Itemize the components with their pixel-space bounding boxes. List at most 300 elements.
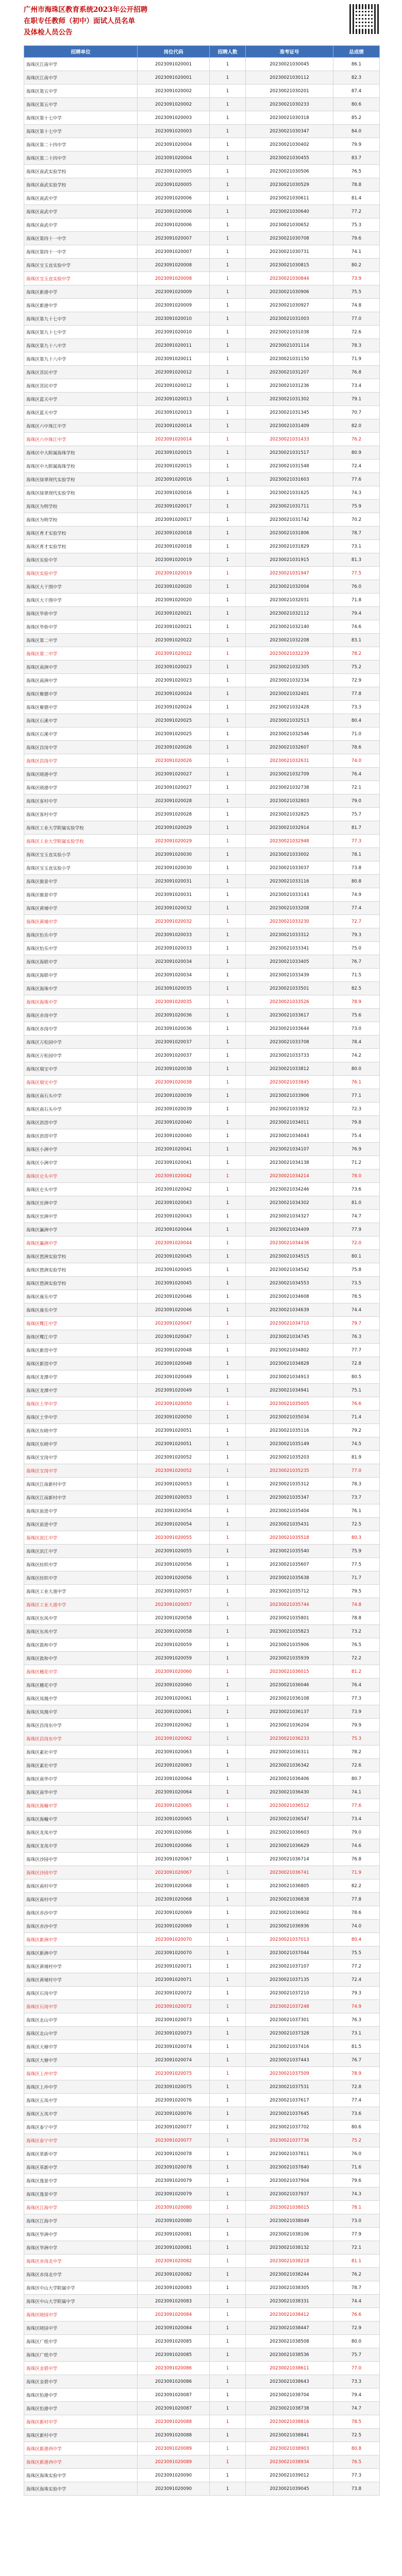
cell-score: 81.0 xyxy=(333,1196,380,1210)
cell-unit: 海珠区菩民中学 xyxy=(24,366,138,379)
cell-unit: 海珠区蓝天中学 xyxy=(24,406,138,419)
table-header-row xyxy=(24,46,380,58)
cell-unit: 海珠区晓园中学 xyxy=(24,2321,138,2335)
cell-id: 20230021036204 xyxy=(246,1719,333,1732)
cell-count: 1 xyxy=(210,1571,246,1585)
cell-score: 77.3 xyxy=(333,835,380,848)
cell-score: 73.3 xyxy=(333,701,380,714)
cell-count: 1 xyxy=(210,1585,246,1598)
cell-code: 2023091020023 xyxy=(138,674,210,687)
table-row xyxy=(24,1076,380,1089)
table-row xyxy=(24,1424,380,1437)
table-row xyxy=(24,1732,380,1745)
table-row xyxy=(24,607,380,620)
table-row xyxy=(24,2214,380,2228)
table-row xyxy=(24,928,380,942)
cell-unit: 海珠区南武中学 xyxy=(24,218,138,232)
table-row xyxy=(24,1464,380,1478)
cell-code: 2023091020070 xyxy=(138,1933,210,1946)
cell-score: 80.3 xyxy=(333,1531,380,1545)
table-row xyxy=(24,2281,380,2295)
cell-id: 20230021037531 xyxy=(246,2080,333,2094)
cell-score: 83.1 xyxy=(333,634,380,647)
cell-count: 1 xyxy=(210,151,246,165)
cell-score: 77.6 xyxy=(333,1799,380,1812)
table-row xyxy=(24,1531,380,1545)
cell-unit: 海珠区中大附属海珠学校 xyxy=(24,460,138,473)
cell-id: 20230021030731 xyxy=(246,245,333,259)
cell-count: 1 xyxy=(210,1357,246,1370)
cell-count: 1 xyxy=(210,2214,246,2228)
cell-count: 1 xyxy=(210,835,246,848)
cell-id: 20230021033116 xyxy=(246,875,333,888)
cell-count: 1 xyxy=(210,1076,246,1089)
cell-code: 2023091020069 xyxy=(138,1920,210,1933)
cell-count: 1 xyxy=(210,1531,246,1545)
cell-unit: 海珠区泰宁中学 xyxy=(24,2121,138,2134)
cell-code: 2023091020008 xyxy=(138,259,210,272)
cell-unit: 海珠区土华中学 xyxy=(24,1411,138,1424)
table-row xyxy=(24,955,380,969)
cell-unit: 海珠区金碧中学 xyxy=(24,2375,138,2388)
cell-count: 1 xyxy=(210,1277,246,1290)
cell-id: 20230021032334 xyxy=(246,674,333,687)
table-row xyxy=(24,2455,380,2469)
cell-unit: 海珠区第二中学 xyxy=(24,647,138,660)
cell-code: 2023091020045 xyxy=(138,1250,210,1263)
cell-count: 1 xyxy=(210,218,246,232)
cell-id: 20230021034011 xyxy=(246,1116,333,1129)
cell-score: 77.0 xyxy=(333,2362,380,2375)
cell-count: 1 xyxy=(210,2308,246,2321)
cell-score: 78.2 xyxy=(333,647,380,660)
cell-count: 1 xyxy=(210,446,246,460)
cell-code: 2023091020044 xyxy=(138,1236,210,1250)
cell-unit: 海珠区第五中学 xyxy=(24,84,138,98)
cell-score: 79.6 xyxy=(333,232,380,245)
cell-score: 73.8 xyxy=(333,2482,380,2496)
cell-unit: 海珠区琶洲实验学校 xyxy=(24,1277,138,1290)
cell-count: 1 xyxy=(210,942,246,955)
cell-id: 20230021033312 xyxy=(246,928,333,942)
cell-count: 1 xyxy=(210,2241,246,2255)
cell-score: 76.0 xyxy=(333,2147,380,2161)
cell-count: 1 xyxy=(210,594,246,607)
cell-code: 2023091020079 xyxy=(138,2174,210,2188)
cell-count: 1 xyxy=(210,1598,246,1612)
cell-count: 1 xyxy=(210,1866,246,1879)
cell-score: 82.2 xyxy=(333,1879,380,1893)
cell-count: 1 xyxy=(210,58,246,71)
cell-id: 20230021037840 xyxy=(246,2161,333,2174)
cell-count: 1 xyxy=(210,513,246,527)
cell-code: 2023091020006 xyxy=(138,218,210,232)
cell-id: 20230021034246 xyxy=(246,1183,333,1196)
table-row xyxy=(24,2469,380,2482)
cell-unit: 海珠区黄埔村中学 xyxy=(24,1960,138,1973)
table-row xyxy=(24,1598,380,1612)
cell-count: 1 xyxy=(210,2295,246,2308)
cell-count: 1 xyxy=(210,379,246,393)
table-row xyxy=(24,339,380,352)
cell-count: 1 xyxy=(210,955,246,969)
table-row xyxy=(24,1946,380,1960)
cell-code: 2023091020054 xyxy=(138,1518,210,1531)
cell-code: 2023091020010 xyxy=(138,326,210,339)
cell-unit: 海珠区仑头中学 xyxy=(24,1183,138,1196)
cell-code: 2023091020033 xyxy=(138,942,210,955)
cell-code: 2023091020077 xyxy=(138,2121,210,2134)
cell-id: 20230021035034 xyxy=(246,1411,333,1424)
cell-score: 73.6 xyxy=(333,1183,380,1196)
cell-code: 2023091020086 xyxy=(138,2375,210,2388)
cell-unit: 海珠区北山中学 xyxy=(24,2027,138,2040)
cell-score: 77.9 xyxy=(333,2228,380,2241)
table-row xyxy=(24,1236,380,1250)
cell-id: 20230021033230 xyxy=(246,915,333,928)
table-row xyxy=(24,942,380,955)
cell-count: 1 xyxy=(210,1303,246,1317)
cell-score: 72.4 xyxy=(333,460,380,473)
cell-code: 2023091020022 xyxy=(138,634,210,647)
cell-code: 2023091020056 xyxy=(138,1558,210,1571)
cell-unit: 海珠区海联中学 xyxy=(24,969,138,982)
cell-id: 20230021033037 xyxy=(246,861,333,875)
cell-code: 2023091020069 xyxy=(138,1906,210,1920)
cell-code: 2023091020027 xyxy=(138,781,210,794)
cell-id: 20230021033906 xyxy=(246,1089,333,1103)
table-row xyxy=(24,620,380,634)
cell-score: 77.6 xyxy=(333,473,380,486)
cell-unit: 海珠区沥滘中学 xyxy=(24,1116,138,1129)
table-row xyxy=(24,2442,380,2455)
cell-unit: 海珠区石溪中学 xyxy=(24,714,138,727)
table-row xyxy=(24,1156,380,1170)
table-row xyxy=(24,460,380,473)
cell-score: 79.0 xyxy=(333,1826,380,1839)
cell-id: 20230021034639 xyxy=(246,1303,333,1317)
cell-score: 78.7 xyxy=(333,2281,380,2295)
cell-unit: 海珠区革新中学 xyxy=(24,2147,138,2161)
cell-count: 1 xyxy=(210,1156,246,1170)
cell-id: 20230021039045 xyxy=(246,2482,333,2496)
table-row xyxy=(24,1196,380,1210)
cell-id: 20230021038643 xyxy=(246,2375,333,2388)
table-row xyxy=(24,660,380,674)
cell-code: 2023091020008 xyxy=(138,272,210,285)
table-row xyxy=(24,2402,380,2415)
table-row xyxy=(24,285,380,299)
cell-score: 76.8 xyxy=(333,1853,380,1866)
cell-score: 76.2 xyxy=(333,433,380,446)
cell-count: 1 xyxy=(210,1692,246,1705)
cell-count: 1 xyxy=(210,1826,246,1839)
cell-score: 74.1 xyxy=(333,245,380,259)
cell-code: 2023091020078 xyxy=(138,2147,210,2161)
cell-unit: 海珠区五凤中学 xyxy=(24,2107,138,2121)
cell-code: 2023091020031 xyxy=(138,888,210,902)
table-row xyxy=(24,2107,380,2121)
table-row xyxy=(24,1545,380,1558)
table-row xyxy=(24,2174,380,2188)
cell-id: 20230021032546 xyxy=(246,727,333,741)
cell-count: 1 xyxy=(210,2000,246,2013)
cell-score: 80.8 xyxy=(333,2442,380,2455)
table-row xyxy=(24,2094,380,2107)
cell-score: 83.7 xyxy=(333,151,380,165)
cell-code: 2023091020058 xyxy=(138,1625,210,1638)
cell-id: 20230021038015 xyxy=(246,2201,333,2214)
cell-unit: 海珠区沙园中学 xyxy=(24,1866,138,1879)
cell-count: 1 xyxy=(210,2442,246,2455)
qr-code-icon xyxy=(349,4,379,34)
cell-unit: 海珠区穗花中学 xyxy=(24,1679,138,1692)
cell-unit: 海珠区宝玉直实验小学 xyxy=(24,861,138,875)
cell-code: 2023091020017 xyxy=(138,500,210,513)
table-row xyxy=(24,473,380,486)
cell-code: 2023091020073 xyxy=(138,2027,210,2040)
cell-score: 80.4 xyxy=(333,714,380,727)
cell-count: 1 xyxy=(210,915,246,928)
cell-id: 20230021033644 xyxy=(246,1022,333,1036)
cell-unit: 海珠区江海中学 xyxy=(24,2214,138,2228)
cell-score: 77.2 xyxy=(333,1960,380,1973)
cell-id: 20230021038704 xyxy=(246,2388,333,2402)
cell-score: 71.9 xyxy=(333,1866,380,1879)
cell-code: 2023091020025 xyxy=(138,727,210,741)
cell-score: 81.9 xyxy=(333,1451,380,1464)
cell-count: 1 xyxy=(210,1290,246,1303)
cell-code: 2023091020007 xyxy=(138,245,210,259)
cell-code: 2023091020049 xyxy=(138,1370,210,1384)
table-row xyxy=(24,2054,380,2067)
cell-count: 1 xyxy=(210,366,246,379)
cell-count: 1 xyxy=(210,1772,246,1786)
cell-unit: 海珠区第九十八中学 xyxy=(24,339,138,352)
title-line-2: 在职专任教师（初中）面试人员名单 xyxy=(24,17,135,25)
cell-unit: 海珠区华侨中学 xyxy=(24,607,138,620)
cell-id: 20230021030455 xyxy=(246,151,333,165)
cell-count: 1 xyxy=(210,1504,246,1518)
cell-score: 71.0 xyxy=(333,727,380,741)
cell-code: 2023091020005 xyxy=(138,178,210,192)
cell-id: 20230021037443 xyxy=(246,2054,333,2067)
cell-id: 20230021032825 xyxy=(246,808,333,821)
cell-score: 75.7 xyxy=(333,808,380,821)
cell-score: 82.5 xyxy=(333,982,380,995)
cell-code: 2023091020057 xyxy=(138,1585,210,1598)
cell-id: 20230021035149 xyxy=(246,1437,333,1451)
cell-code: 2023091020086 xyxy=(138,2362,210,2375)
cell-id: 20230021031003 xyxy=(246,312,333,326)
cell-id: 20230021036805 xyxy=(246,1879,333,1893)
cell-code: 2023091020058 xyxy=(138,1612,210,1625)
cell-code: 2023091020023 xyxy=(138,660,210,674)
cell-code: 2023091020012 xyxy=(138,366,210,379)
cell-count: 1 xyxy=(210,232,246,245)
table-row xyxy=(24,1826,380,1839)
cell-code: 2023091020074 xyxy=(138,2040,210,2054)
cell-unit: 海珠区宝玉直实验小学 xyxy=(24,848,138,861)
cell-code: 2023091020063 xyxy=(138,1759,210,1772)
cell-score: 76.9 xyxy=(333,1143,380,1156)
cell-code: 2023091020088 xyxy=(138,2429,210,2442)
cell-id: 20230021034302 xyxy=(246,1196,333,1210)
table-row xyxy=(24,2348,380,2362)
cell-count: 1 xyxy=(210,98,246,111)
cell-id: 20230021033733 xyxy=(246,1049,333,1062)
cell-id: 20230021033812 xyxy=(246,1062,333,1076)
cell-score: 70.7 xyxy=(333,406,380,419)
cell-code: 2023091020065 xyxy=(138,1812,210,1826)
cell-unit: 海珠区东风中学 xyxy=(24,1625,138,1638)
cell-score: 80.4 xyxy=(333,1933,380,1946)
cell-unit: 海珠区革新中学 xyxy=(24,2161,138,2174)
cell-code: 2023091020084 xyxy=(138,2308,210,2321)
cell-unit: 海珠区绿翠现代实验学校 xyxy=(24,473,138,486)
cell-unit: 海珠区南石头中学 xyxy=(24,1103,138,1116)
table-row xyxy=(24,1933,380,1946)
cell-score: 80.6 xyxy=(333,2121,380,2134)
cell-score: 74.1 xyxy=(333,1786,380,1799)
cell-id: 20230021038841 xyxy=(246,2429,333,2442)
cell-count: 1 xyxy=(210,1638,246,1652)
cell-id: 20230021036936 xyxy=(246,1920,333,1933)
cell-id: 20230021031548 xyxy=(246,460,333,473)
cell-code: 2023091020017 xyxy=(138,513,210,527)
cell-code: 2023091020066 xyxy=(138,1826,210,1839)
cell-score: 79.4 xyxy=(333,607,380,620)
cell-code: 2023091020020 xyxy=(138,580,210,594)
cell-count: 1 xyxy=(210,125,246,138)
cell-score: 74.6 xyxy=(333,1839,380,1853)
table-row xyxy=(24,513,380,527)
cell-id: 20230021037107 xyxy=(246,1960,333,1973)
cell-count: 1 xyxy=(210,1223,246,1236)
table-row xyxy=(24,2321,380,2335)
cell-id: 20230021038934 xyxy=(246,2455,333,2469)
cell-id: 20230021034802 xyxy=(246,1344,333,1357)
table-row xyxy=(24,272,380,285)
cell-unit: 海珠区海珠实验中学 xyxy=(24,2482,138,2496)
table-row xyxy=(24,1062,380,1076)
table-row xyxy=(24,433,380,446)
cell-score: 79.3 xyxy=(333,928,380,942)
cell-score: 72.9 xyxy=(333,674,380,687)
cell-score: 71.7 xyxy=(333,1571,380,1585)
cell-id: 20230021032004 xyxy=(246,580,333,594)
cell-score: 77.0 xyxy=(333,312,380,326)
cell-id: 20230021034107 xyxy=(246,1143,333,1156)
table-row xyxy=(24,1558,380,1571)
cell-unit: 海珠区江南中学 xyxy=(24,58,138,71)
cell-count: 1 xyxy=(210,2321,246,2335)
cell-score: 78.7 xyxy=(333,527,380,540)
cell-id: 20230021037044 xyxy=(246,1946,333,1960)
cell-count: 1 xyxy=(210,567,246,580)
cell-score: 80.5 xyxy=(333,1370,380,1384)
cell-code: 2023091020004 xyxy=(138,138,210,151)
cell-score: 72.4 xyxy=(333,1973,380,1987)
cell-code: 2023091020082 xyxy=(138,2255,210,2268)
cell-id: 20230021037509 xyxy=(246,2067,333,2080)
cell-id: 20230021034553 xyxy=(246,1277,333,1290)
cell-count: 1 xyxy=(210,1853,246,1866)
cell-score: 79.8 xyxy=(333,1116,380,1129)
cell-code: 2023091020088 xyxy=(138,2415,210,2429)
cell-score: 78.3 xyxy=(333,1478,380,1491)
cell-count: 1 xyxy=(210,674,246,687)
column-header-code: 岗位代码 xyxy=(138,46,210,58)
cell-unit: 海珠区沙园中学 xyxy=(24,1853,138,1866)
cell-unit: 海珠区逸景中学 xyxy=(24,2188,138,2201)
cell-unit: 海珠区工业大学附属实验学校 xyxy=(24,821,138,835)
cell-code: 2023091020081 xyxy=(138,2228,210,2241)
cell-score: 73.4 xyxy=(333,1812,380,1826)
cell-score: 81.7 xyxy=(333,821,380,835)
cell-unit: 海珠区宝玉直实验中学 xyxy=(24,272,138,285)
cell-score: 75.0 xyxy=(333,942,380,955)
cell-count: 1 xyxy=(210,1384,246,1397)
table-row xyxy=(24,2415,380,2429)
table-row xyxy=(24,393,380,406)
cell-score: 82.3 xyxy=(333,71,380,84)
cell-id: 20230021036430 xyxy=(246,1786,333,1799)
cell-id: 20230021038536 xyxy=(246,2348,333,2362)
cell-unit: 海珠区江海中学 xyxy=(24,2201,138,2214)
cell-id: 20230021035404 xyxy=(246,1504,333,1518)
table-row xyxy=(24,1103,380,1116)
table-row xyxy=(24,982,380,995)
cell-id: 20230021038106 xyxy=(246,2228,333,2241)
cell-code: 2023091020060 xyxy=(138,1679,210,1692)
cell-id: 20230021032031 xyxy=(246,594,333,607)
cell-unit: 海珠区滨江中学 xyxy=(24,1531,138,1545)
cell-code: 2023091020031 xyxy=(138,875,210,888)
cell-id: 20230021030318 xyxy=(246,111,333,125)
cell-id: 20230021033932 xyxy=(246,1103,333,1116)
table-row xyxy=(24,2255,380,2268)
cell-unit: 海珠区宝玉直实验中学 xyxy=(24,259,138,272)
cell-id: 20230021031915 xyxy=(246,553,333,567)
table-row xyxy=(24,848,380,861)
table-row xyxy=(24,2268,380,2281)
cell-code: 2023091020048 xyxy=(138,1357,210,1370)
cell-id: 20230021032513 xyxy=(246,714,333,727)
cell-count: 1 xyxy=(210,1491,246,1504)
cell-count: 1 xyxy=(210,888,246,902)
cell-unit: 海珠区新村中学 xyxy=(24,2415,138,2429)
cell-unit: 海珠区第十七中学 xyxy=(24,111,138,125)
cell-score: 73.0 xyxy=(333,1022,380,1036)
cell-code: 2023091020090 xyxy=(138,2482,210,2496)
cell-id: 20230021033845 xyxy=(246,1076,333,1089)
cell-unit: 海珠区赤岗北中学 xyxy=(24,2255,138,2268)
cell-id: 20230021037617 xyxy=(246,2094,333,2107)
table-row xyxy=(24,446,380,460)
cell-unit: 海珠区石岗中学 xyxy=(24,2000,138,2013)
cell-id: 20230021034436 xyxy=(246,1236,333,1250)
cell-unit: 海珠区凤凰中学 xyxy=(24,1692,138,1705)
cell-unit: 海珠区六中珠江中学 xyxy=(24,433,138,446)
cell-score: 74.6 xyxy=(333,620,380,634)
cell-code: 2023091020061 xyxy=(138,1705,210,1719)
cell-unit: 海珠区中山大学附属中学 xyxy=(24,2281,138,2295)
cell-score: 73.4 xyxy=(333,379,380,393)
cell-code: 2023091020006 xyxy=(138,205,210,218)
cell-count: 1 xyxy=(210,1625,246,1638)
table-row xyxy=(24,165,380,178)
